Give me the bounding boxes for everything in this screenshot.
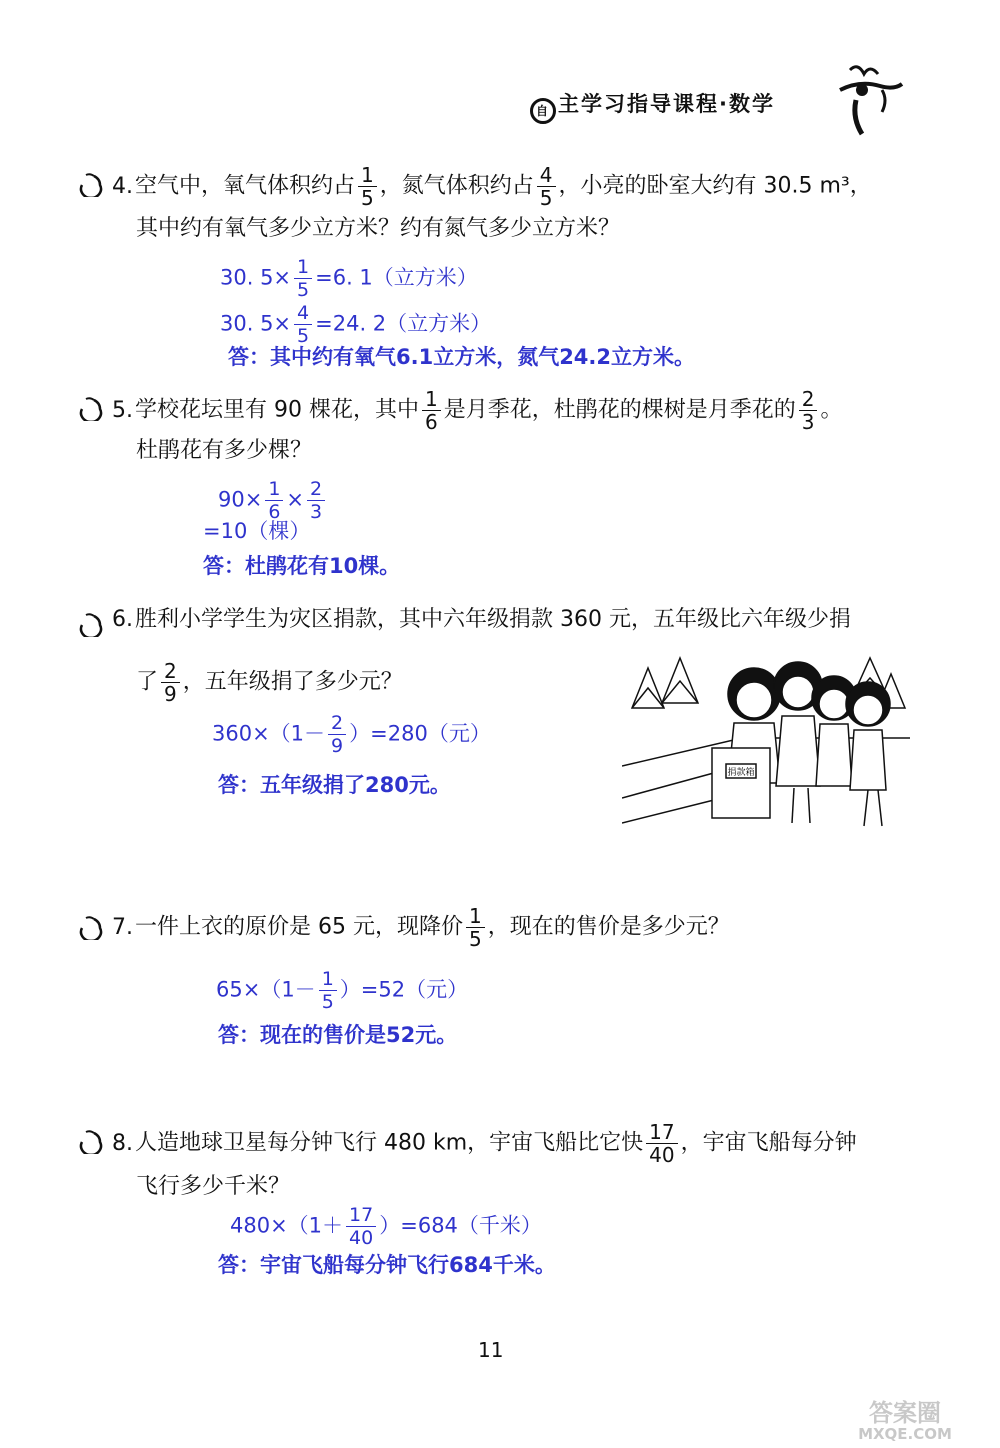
- q8-answer: 答：宇宙飞船每分钟飞行684千米。: [218, 1253, 556, 1277]
- fraction: $\frac{2}{3}$: [307, 478, 325, 523]
- donation-box-label: 捐款箱: [727, 768, 755, 778]
- header-ring-icon: 自: [530, 98, 556, 124]
- watermark-logo: [830, 1395, 980, 1443]
- fraction: $\frac{17}{40}$: [346, 1204, 376, 1249]
- question-4-line-2: 其中约有氧气多少立方米？约有氮气多少立方米？: [136, 216, 621, 241]
- bullet-icon: [76, 611, 106, 637]
- q6-answer: 答：五年级捐了280元。: [218, 773, 451, 797]
- fraction: $\frac{4}{5}$: [537, 164, 556, 209]
- fraction: $\frac{2}{9}$: [161, 660, 180, 705]
- fraction: $\frac{1}{5}$: [294, 256, 312, 301]
- page-number: 11: [478, 1338, 504, 1362]
- bullet-icon: [76, 1128, 106, 1154]
- question-6-line-2: 了 $\frac{2}{9}$ ，五年级捐了多少元？: [136, 659, 403, 706]
- q4-work-2: 30. 5× $\frac{4}{5}$ =24. 2（立方米）: [220, 302, 492, 347]
- bullet-icon: [76, 171, 106, 197]
- question-8-line-1: 8.人造地球卫星每分钟飞行 480 km，宇宙飞船比它快 $\frac{17}{40}$ ，宇宙飞船每分钟: [112, 1120, 857, 1167]
- fraction: $\frac{1}{5}$: [358, 164, 377, 209]
- bullet-icon: [76, 914, 106, 940]
- decorative-figure-icon: [820, 60, 910, 140]
- svg-text:MXQE.COM: MXQE.COM: [858, 1425, 952, 1443]
- q7-work-1: 65×（1－ $\frac{1}{5}$ ）=52（元）: [216, 968, 469, 1013]
- fraction: $\frac{2}{3}$: [799, 388, 818, 433]
- q4-answer: 答：其中约有氧气6.1立方米，氮气24.2立方米。: [228, 345, 696, 369]
- q8-work-1: 480×（1＋ $\frac{17}{40}$ ）=684（千米）: [230, 1204, 542, 1249]
- fraction: $\frac{4}{5}$: [294, 302, 312, 347]
- q5-answer: 答：杜鹃花有10棵。: [203, 554, 401, 578]
- page-header-title: 自 主学习指导课程·数学: [530, 88, 775, 124]
- question-5-line-2: 杜鹃花有多少棵？: [136, 438, 313, 463]
- q5-work-1: 90× $\frac{1}{6}$ × $\frac{2}{3}$: [218, 478, 328, 523]
- svg-text:答案圈: 答案圈: [869, 1399, 941, 1427]
- children-donation-illustration: [622, 648, 910, 836]
- fraction: $\frac{1}{5}$: [319, 968, 337, 1013]
- question-6-line-1: 6.胜利小学学生为灾区捐款，其中六年级捐款 360 元，五年级比六年级少捐: [112, 607, 851, 632]
- question-4-line-1: 4.空气中，氧气体积约占 $\frac{1}{5}$ ，氮气体积约占 $\frac{4}{5}$ ，小亮的卧室大约有 30.5 m³，: [112, 163, 872, 210]
- fraction: $\frac{2}{9}$: [328, 712, 346, 757]
- q7-answer: 答：现在的售价是52元。: [218, 1023, 458, 1047]
- q4-work-1: 30. 5× $\frac{1}{5}$ =6. 1（立方米）: [220, 256, 478, 301]
- fraction: $\frac{1}{6}$: [265, 478, 283, 523]
- q6-work-1: 360×（1－ $\frac{2}{9}$ ）=280（元）: [212, 712, 491, 757]
- question-7-line-1: 7.一件上衣的原价是 65 元，现降价 $\frac{1}{5}$ ，现在的售价是多少元？: [112, 904, 730, 951]
- fraction: $\frac{1}{5}$: [466, 905, 485, 950]
- bullet-icon: [76, 395, 106, 421]
- q5-work-2: =10（棵）: [203, 519, 311, 543]
- question-5-line-1: 5.学校花坛里有 90 棵花，其中 $\frac{1}{6}$ 是月季花，杜鹃花的棵树是月季花的 $\frac{2}{3}$ 。: [112, 387, 843, 434]
- fraction: $\frac{17}{40}$: [646, 1121, 677, 1166]
- fraction: $\frac{1}{6}$: [422, 388, 441, 433]
- question-8-line-2: 飞行多少千米？: [136, 1174, 291, 1199]
